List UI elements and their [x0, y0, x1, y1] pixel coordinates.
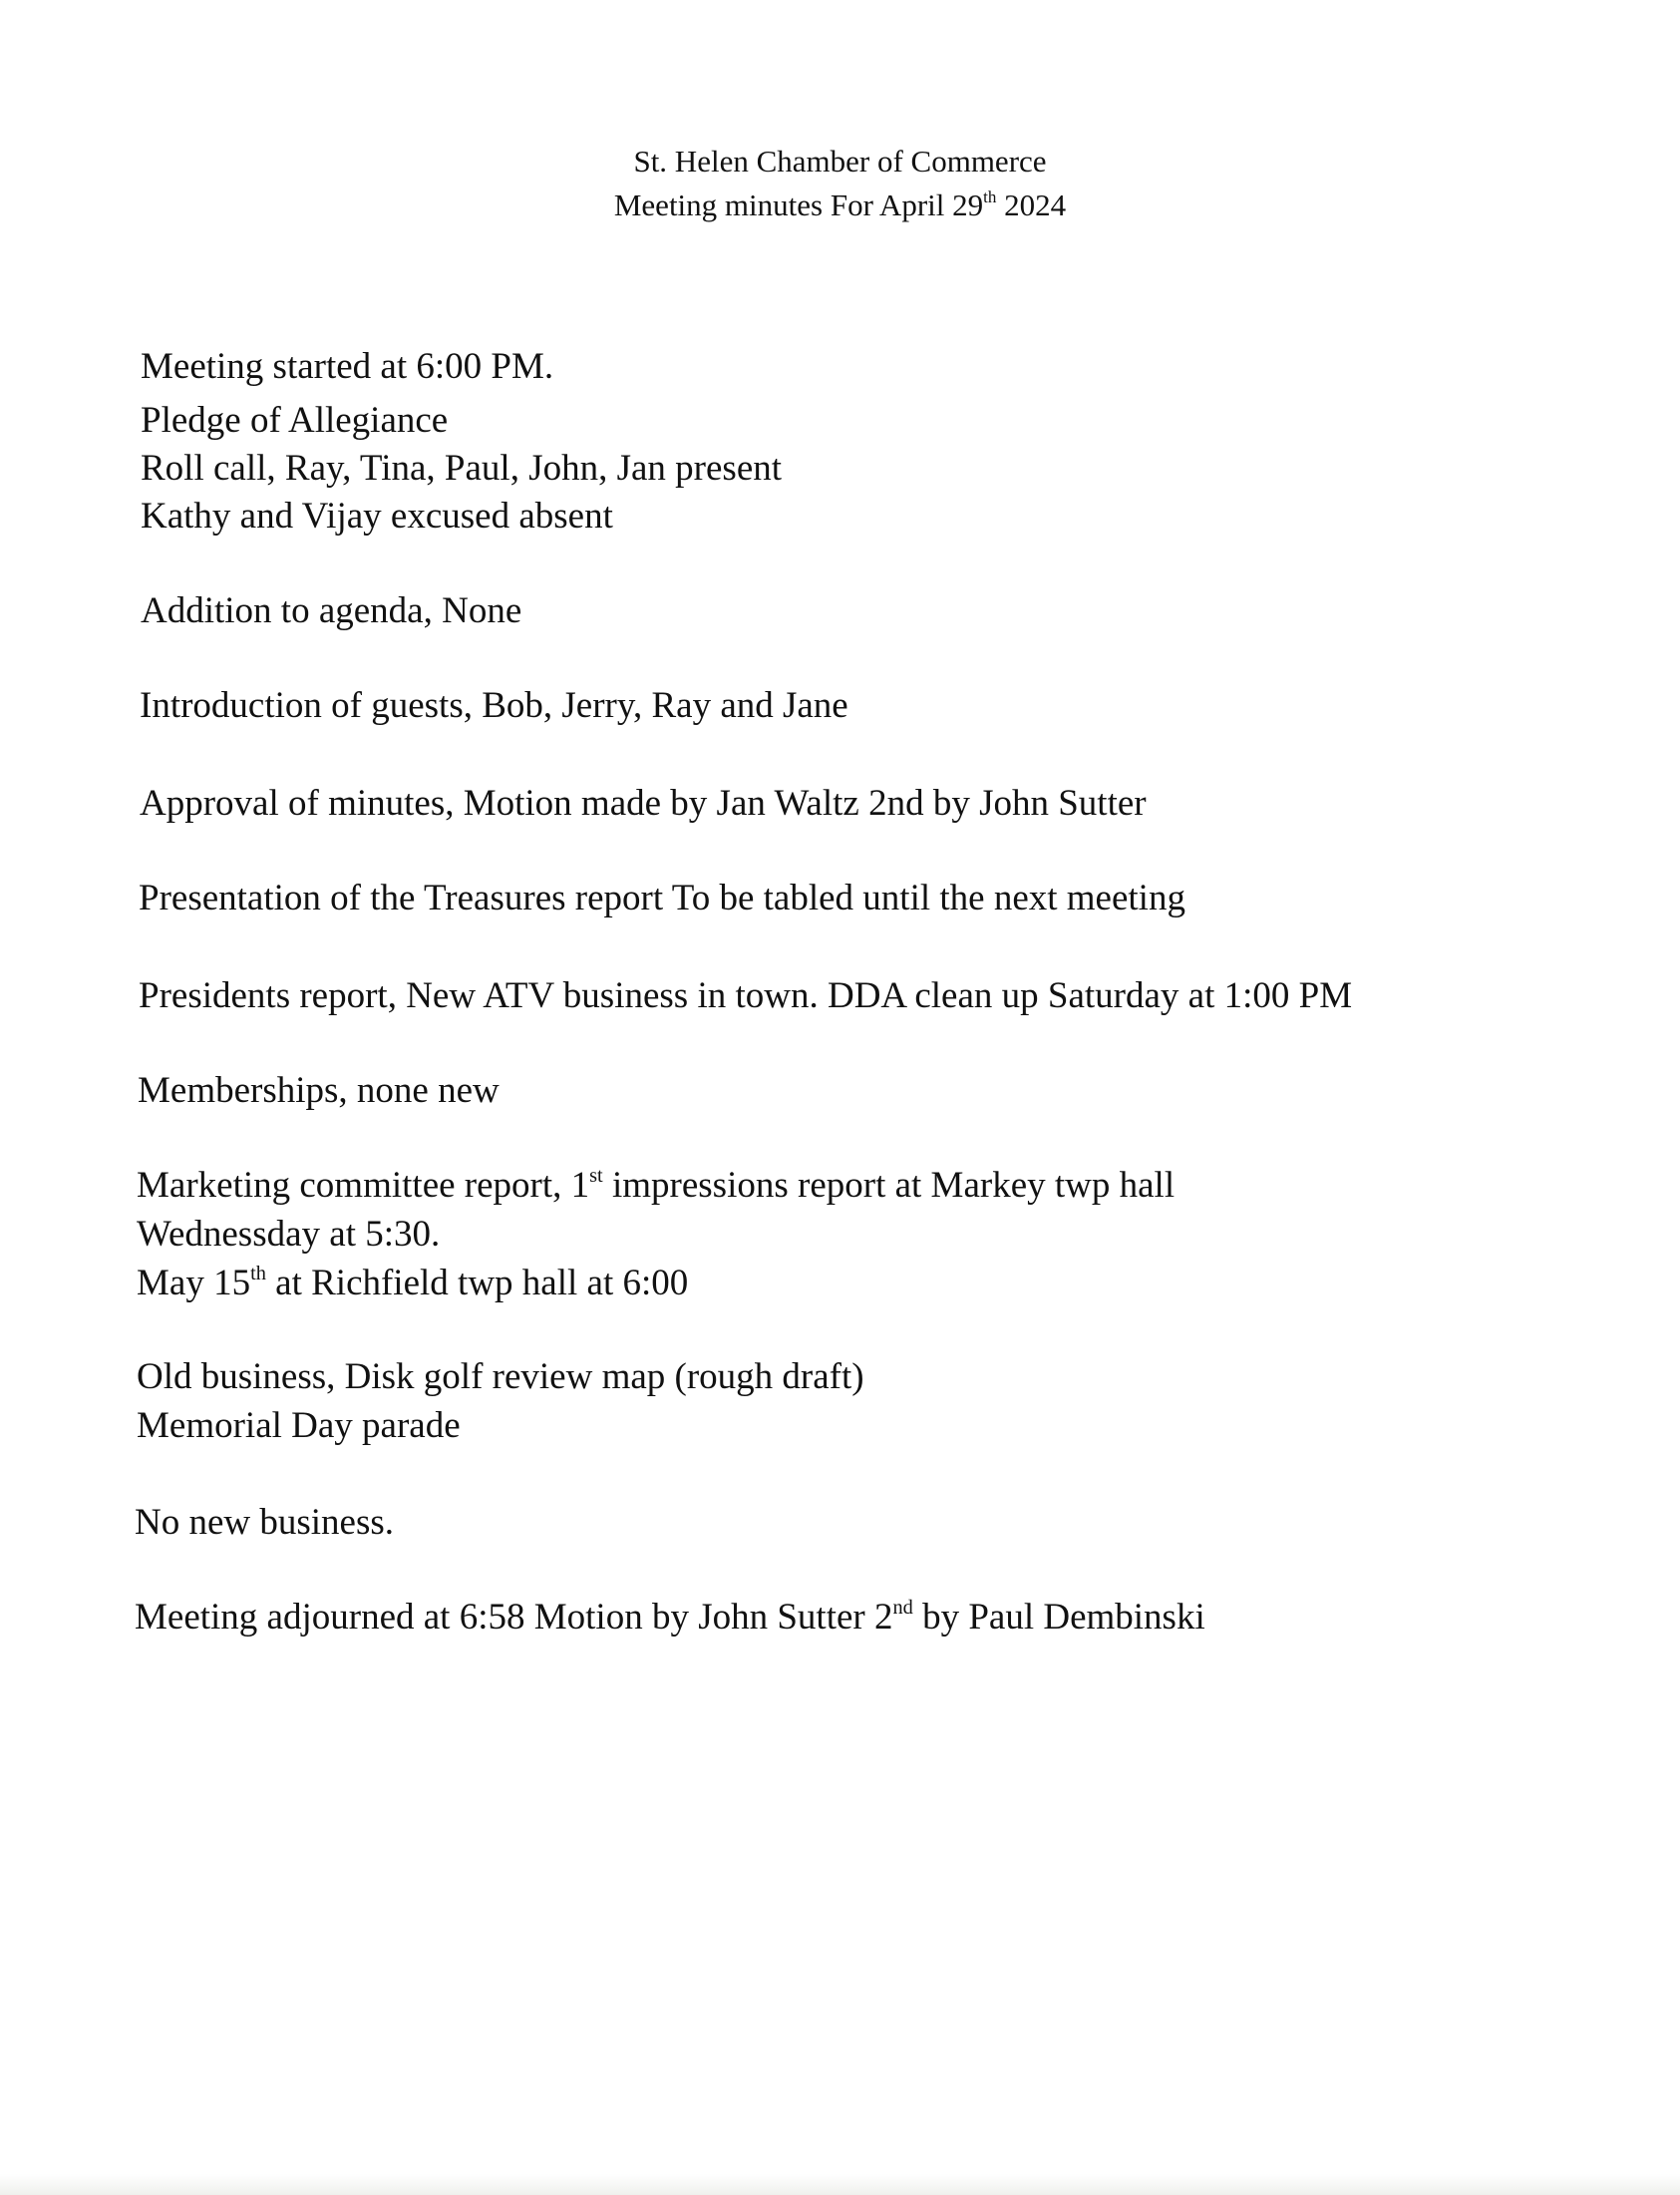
- adjourned-text-rest: by Paul Dembinski: [912, 1597, 1205, 1638]
- memberships-line: Memberships, none new: [138, 1070, 500, 1111]
- marketing-line-3-rest: at Richfield twp hall at 6:00: [265, 1263, 689, 1303]
- meeting-date-subtitle: [0, 189, 1680, 220]
- marketing-text: Marketing committee report, 1: [137, 1165, 590, 1206]
- absent-line: Kathy and Vijay excused absent: [141, 496, 613, 537]
- roll-call-line: Roll call, Ray, Tina, Paul, John, Jan present: [141, 448, 783, 489]
- marketing-line-2: Wednessday at 5:30.: [137, 1214, 441, 1255]
- adjourned-text: Meeting adjourned at 6:58 Motion by John Sutter 2: [135, 1597, 893, 1638]
- subtitle-text: Meeting minutes For April 29: [613, 187, 984, 222]
- marketing-line-3-ordinal: th: [250, 1262, 266, 1284]
- new-business-line: No new business.: [135, 1502, 395, 1543]
- adjourned-line: [135, 1596, 1205, 1638]
- subtitle-year: 2024: [996, 187, 1067, 222]
- marketing-line: [137, 1164, 1176, 1206]
- organization-name: St. Helen Chamber of Commerce: [633, 144, 1047, 179]
- president-line: Presidents report, New ATV business in town. DDA clean up Saturday at 1:00 PM: [139, 975, 1353, 1016]
- approval-line: Approval of minutes, Motion made by Jan Waltz 2nd by John Sutter: [140, 783, 1147, 824]
- marketing-line-3: [137, 1262, 689, 1303]
- scan-edge-shadow: [0, 2174, 1680, 2195]
- old-business-line-2: Memorial Day parade: [137, 1405, 461, 1446]
- subtitle-ordinal: th: [983, 187, 997, 207]
- marketing-text-rest: impressions report at Markey twp hall: [602, 1165, 1176, 1206]
- organization-title: [0, 146, 1680, 177]
- adjourned-ordinal: nd: [892, 1596, 913, 1619]
- pledge-line: Pledge of Allegiance: [141, 400, 449, 441]
- marketing-ordinal: st: [589, 1164, 603, 1187]
- agenda-addition-line: Addition to agenda, None: [141, 590, 522, 631]
- old-business-line: Old business, Disk golf review map (rough draft): [137, 1356, 864, 1397]
- meeting-started-line: Meeting started at 6:00 PM.: [141, 346, 554, 387]
- treasurer-line: Presentation of the Treasures report To be tabled until the next meeting: [139, 878, 1185, 918]
- marketing-line-3-text: May 15: [137, 1263, 251, 1303]
- guests-line: Introduction of guests, Bob, Jerry, Ray and Jane: [140, 685, 848, 726]
